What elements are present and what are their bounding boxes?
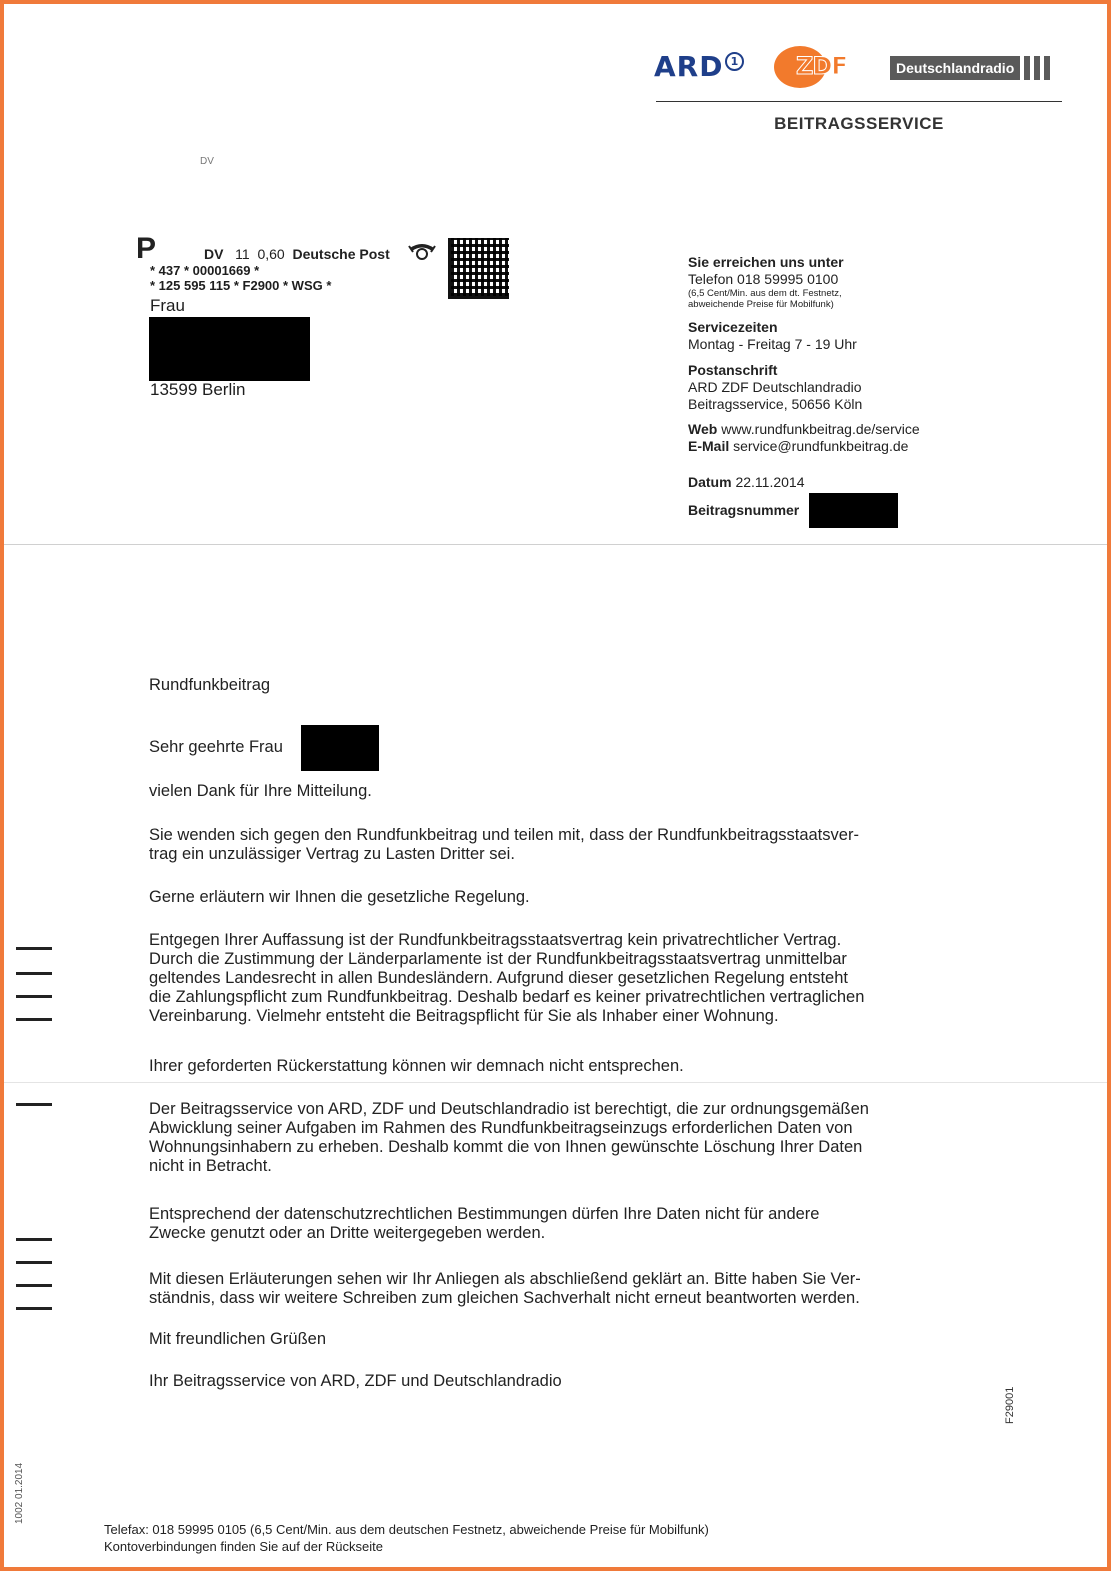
postage-code-2: * 125 595 115 * F2900 * WSG * [150, 278, 332, 293]
paragraph-line: Wohnungsinhabern zu erheben. Deshalb kommt die von Ihnen gewünschte Löschung Ihrer Daten [149, 1138, 863, 1156]
address-heading: Postanschrift [688, 362, 778, 378]
number-label: Beitragsnummer [688, 502, 800, 518]
letter-subject: Rundfunkbeitrag [149, 676, 271, 694]
web-url[interactable]: www.rundfunkbeitrag.de/service [721, 421, 920, 437]
paragraph-line: Zwecke genutzt oder an Dritte weitergegeben werden. [149, 1224, 546, 1242]
print-code: 1002 01.2014 [14, 1462, 25, 1524]
side-mark [16, 1307, 52, 1310]
paragraph-7 [149, 1205, 964, 1243]
hours-block [688, 319, 857, 353]
closing: Mit freundlichen Grüßen [149, 1330, 326, 1348]
redaction-number [809, 493, 898, 528]
date-block [688, 474, 804, 491]
datamatrix-code [448, 238, 509, 299]
contact-phone-note-2: abweichende Preise für Mobilfunk) [688, 299, 834, 310]
fold-line [4, 544, 1107, 545]
web-block [688, 421, 920, 455]
recipient-city: 13599 Berlin [150, 380, 246, 399]
redaction-address [149, 317, 310, 381]
ard-one-icon: 1 [725, 52, 744, 71]
redaction-name [301, 725, 379, 771]
beitragsservice-title: BEITRAGSSERVICE [774, 114, 944, 133]
paragraph-line: Durch die Zustimmung der Länderparlamente ist der Rundfunkbeitragsstaatsvertrag unmittelbar [149, 950, 847, 968]
side-mark [16, 1018, 52, 1021]
ard-logo-text: ARD [654, 50, 724, 83]
paragraph-line: Vereinbarung. Vielmehr entsteht die Beitragspflicht für Sie als Inhaber einer Wohnung. [149, 1007, 779, 1025]
side-mark [16, 1284, 52, 1287]
form-code: F29001 [1004, 1386, 1016, 1424]
postage-num: 11 [235, 246, 250, 262]
side-mark [16, 1103, 52, 1106]
paragraph-4 [149, 931, 964, 1026]
web-label: Web [688, 421, 718, 437]
deutschlandradio-logo [890, 56, 1050, 80]
paragraph-line: Sie wenden sich gegen den Rundfunkbeitrag und teilen mit, dass der Rundfunkbeitragsstaatsver- [149, 826, 859, 844]
paragraph-line: Der Beitragsservice von ARD, ZDF und Deutschlandradio ist berechtigt, die zur ordnungsgemäßen [149, 1100, 869, 1118]
paragraph-6 [149, 1100, 964, 1176]
postage-code-1: * 437 * 00001669 * [150, 263, 260, 278]
postage-p: P [136, 232, 157, 265]
paragraph-line: Entgegen Ihrer Auffassung ist der Rundfunkbeitragsstaatsvertrag kein privatrechtlicher Vertrag. [149, 931, 842, 949]
address-line-1: ARD ZDF Deutschlandradio [688, 379, 862, 395]
email-label: E-Mail [688, 438, 730, 454]
paragraph-line: Abwicklung seiner Aufgaben im Rahmen des Rundfunkbeitragseinzugs erforderlichen Daten von [149, 1119, 853, 1137]
side-mark [16, 972, 52, 975]
address-line-2: Beitragsservice, 50656 Köln [688, 396, 863, 412]
paragraph-line: die Zahlungspflicht zum Rundfunkbeitrag. Deshalb bedarf es keiner privatrechtlichen vertraglichen [149, 988, 865, 1006]
header-divider [656, 101, 1062, 102]
side-mark [16, 995, 52, 998]
paragraph-8 [149, 1270, 964, 1308]
hours-value: Montag - Freitag 7 - 19 Uhr [688, 336, 857, 352]
footer-accounts: Kontoverbindungen finden Sie auf der Rückseite [104, 1539, 383, 1554]
logo-bar [1044, 56, 1050, 80]
contact-phone: Telefon 018 59995 0100 [688, 271, 839, 287]
footer-fax: Telefax: 018 59995 0105 (6,5 Cent/Min. aus dem deutschen Festnetz, abweichende Preise für Mobilfunk) [104, 1522, 709, 1537]
side-marks-3 [16, 1238, 52, 1330]
zdf-logo [774, 46, 847, 88]
postage-price: 0,60 [257, 246, 285, 262]
paragraph-line: Mit diesen Erläuterungen sehen wir Ihr Anliegen als abschließend geklärt an. Bitte haben Sie Ver- [149, 1270, 861, 1288]
paragraph-3: Gerne erläutern wir Ihnen die gesetzliche Regelung. [149, 888, 530, 906]
paragraph-2 [149, 826, 964, 864]
paragraph-line: Entsprechend der datenschutzrechtlichen Bestimmungen dürfen Ihre Daten nicht für andere [149, 1205, 820, 1223]
paragraph-line: ständnis, dass wir weitere Schreiben zum gleichen Sachverhalt nicht erneut beantworten werden. [149, 1289, 860, 1307]
side-mark [16, 1261, 52, 1264]
zdf-logo-text: ZDF [796, 52, 847, 80]
paragraph-line: nicht in Betracht. [149, 1157, 272, 1175]
hours-heading: Servicezeiten [688, 319, 778, 335]
deutschlandradio-logo-text: Deutschlandradio [890, 56, 1020, 80]
side-marks-2 [16, 1103, 52, 1126]
date-value: 22.11.2014 [735, 474, 805, 490]
side-marks-1 [16, 947, 52, 1041]
fold-line [4, 1082, 1107, 1083]
logo-bar [1034, 56, 1040, 80]
paragraph-line: trag ein unzulässiger Vertrag zu Lasten Dritter sei. [149, 845, 515, 863]
recipient-salutation: Frau [150, 296, 185, 315]
logo-bar [1024, 56, 1030, 80]
post-horn-icon [407, 240, 437, 268]
contact-heading: Sie erreichen uns unter [688, 254, 844, 270]
paragraph-1: vielen Dank für Ihre Mitteilung. [149, 782, 372, 800]
ard-logo [654, 50, 744, 83]
number-block [688, 502, 799, 519]
letter-greeting: Sehr geehrte Frau [149, 738, 283, 756]
paragraph-5: Ihrer geforderten Rückerstattung können wir demnach nicht entsprechen. [149, 1057, 684, 1075]
signature: Ihr Beitragsservice von ARD, ZDF und Deutschlandradio [149, 1372, 562, 1390]
paragraph-line: geltendes Landesrecht in allen Bundesländern. Aufgrund dieser gesetzlichen Regelung entsteht [149, 969, 848, 987]
postage-line-1 [204, 246, 390, 262]
address-block [688, 362, 862, 413]
postage-carrier: Deutsche Post [292, 246, 390, 262]
tiny-mark: DV [200, 156, 214, 167]
email-address[interactable]: service@rundfunkbeitrag.de [733, 438, 909, 454]
side-mark [16, 1238, 52, 1241]
date-label: Datum [688, 474, 732, 490]
side-mark [16, 947, 52, 950]
contact-phone-note-1: (6,5 Cent/Min. aus dem dt. Festnetz, [688, 288, 842, 299]
postage-dv: DV [204, 246, 224, 262]
contact-block [688, 254, 844, 310]
